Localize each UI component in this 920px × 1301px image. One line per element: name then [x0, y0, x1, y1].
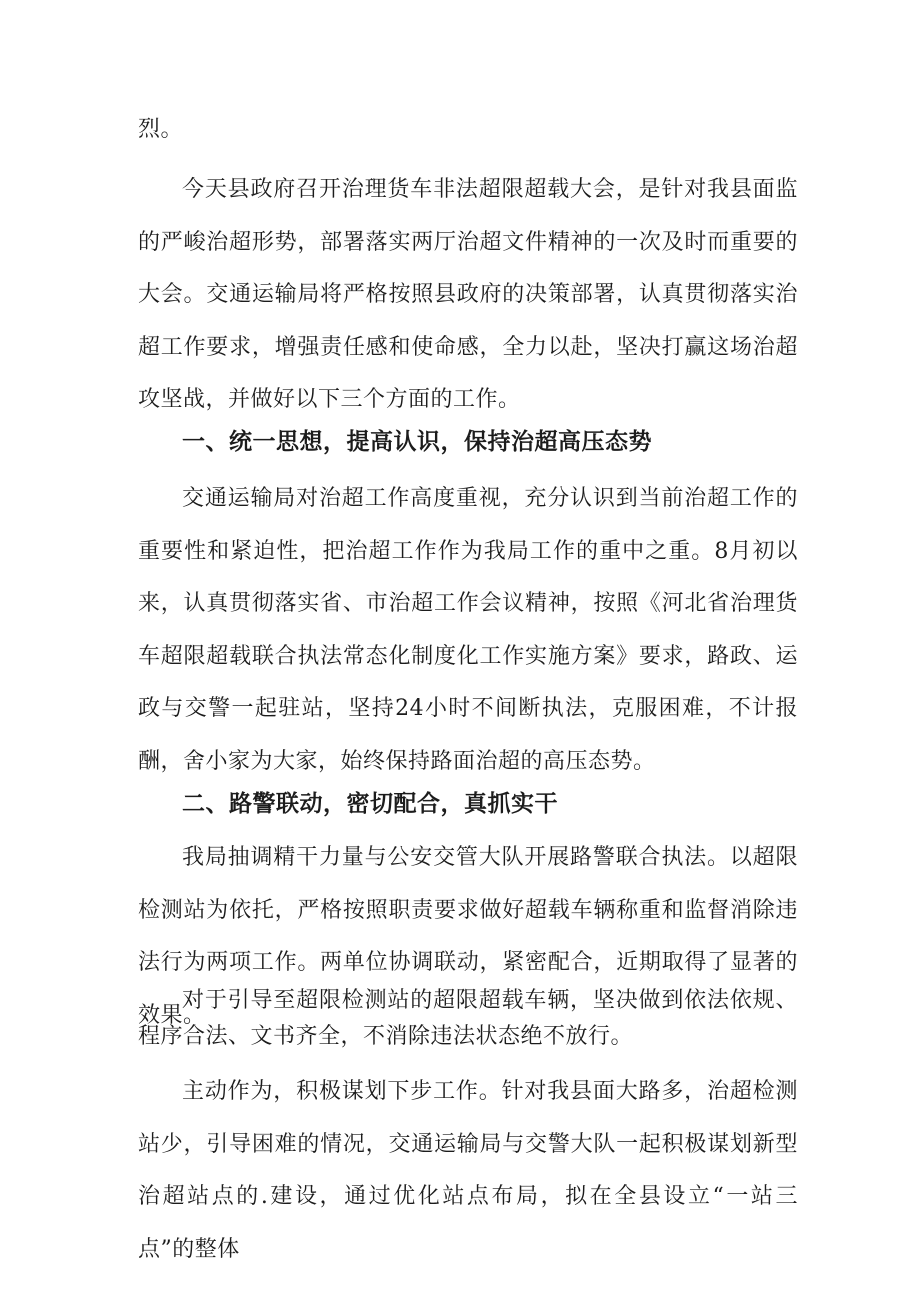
paragraph-section-2c: 主动作为，积极谋划下步工作。针对我县面大路多，治超检测站少，引导困难的情况，交通运输局与交警大队一起积极谋划新型治超站点的.建设，通过优化站点布局，拟在全县设立“一站三点”的整体	[138, 1079, 798, 1262]
paragraph-section-2a: 我局抽调精干力量与公安交管大队开展路警联合执法。以超限检测站为依托，严格按照职责要求做好超载车辆称重和监督消除违法行为两项工作。两单位协调联动，紧密配合，近期取得了显著的效果。	[138, 845, 798, 1028]
paragraph-continuation: 烈。	[138, 117, 184, 142]
paragraph-section-1: 交通运输局对治超工作高度重视，充分认识到当前治超工作的重要性和紧迫性，把治超工作作为我局工作的重中之重。8月初以来，认真贯彻落实省、市治超工作会议精神，按照《河北省治理货车超限超载联合执法常态化制度化工作实施方案》要求，路政、运政与交警一起驻站，坚持24小时不间断执法，克服困难，不计报酬，舍小家为大家，始终保持路面治超的高压态势。	[138, 486, 798, 774]
section-heading-2: 二、路警联动，密切配合，真抓实干	[182, 791, 558, 817]
section-heading-1: 一、统一思想，提高认识，保持治超高压态势	[182, 429, 652, 455]
paragraph-intro: 今天县政府召开治理货车非法超限超载大会，是针对我县面监的严峻治超形势，部署落实两厅治超文件精神的一次及时而重要的大会。交通运输局将严格按照县政府的决策部署，认真贯彻落实治超工作要求，增强责任感和使命感，全力以赴，坚决打赢这场治超攻坚战，并做好以下三个方面的工作。	[138, 177, 798, 412]
paragraph-section-2b: 对于引导至超限检测站的超限超载车辆，坚决做到依法依规、程序合法、文书齐全，不消除违法状态绝不放行。	[138, 988, 798, 1049]
